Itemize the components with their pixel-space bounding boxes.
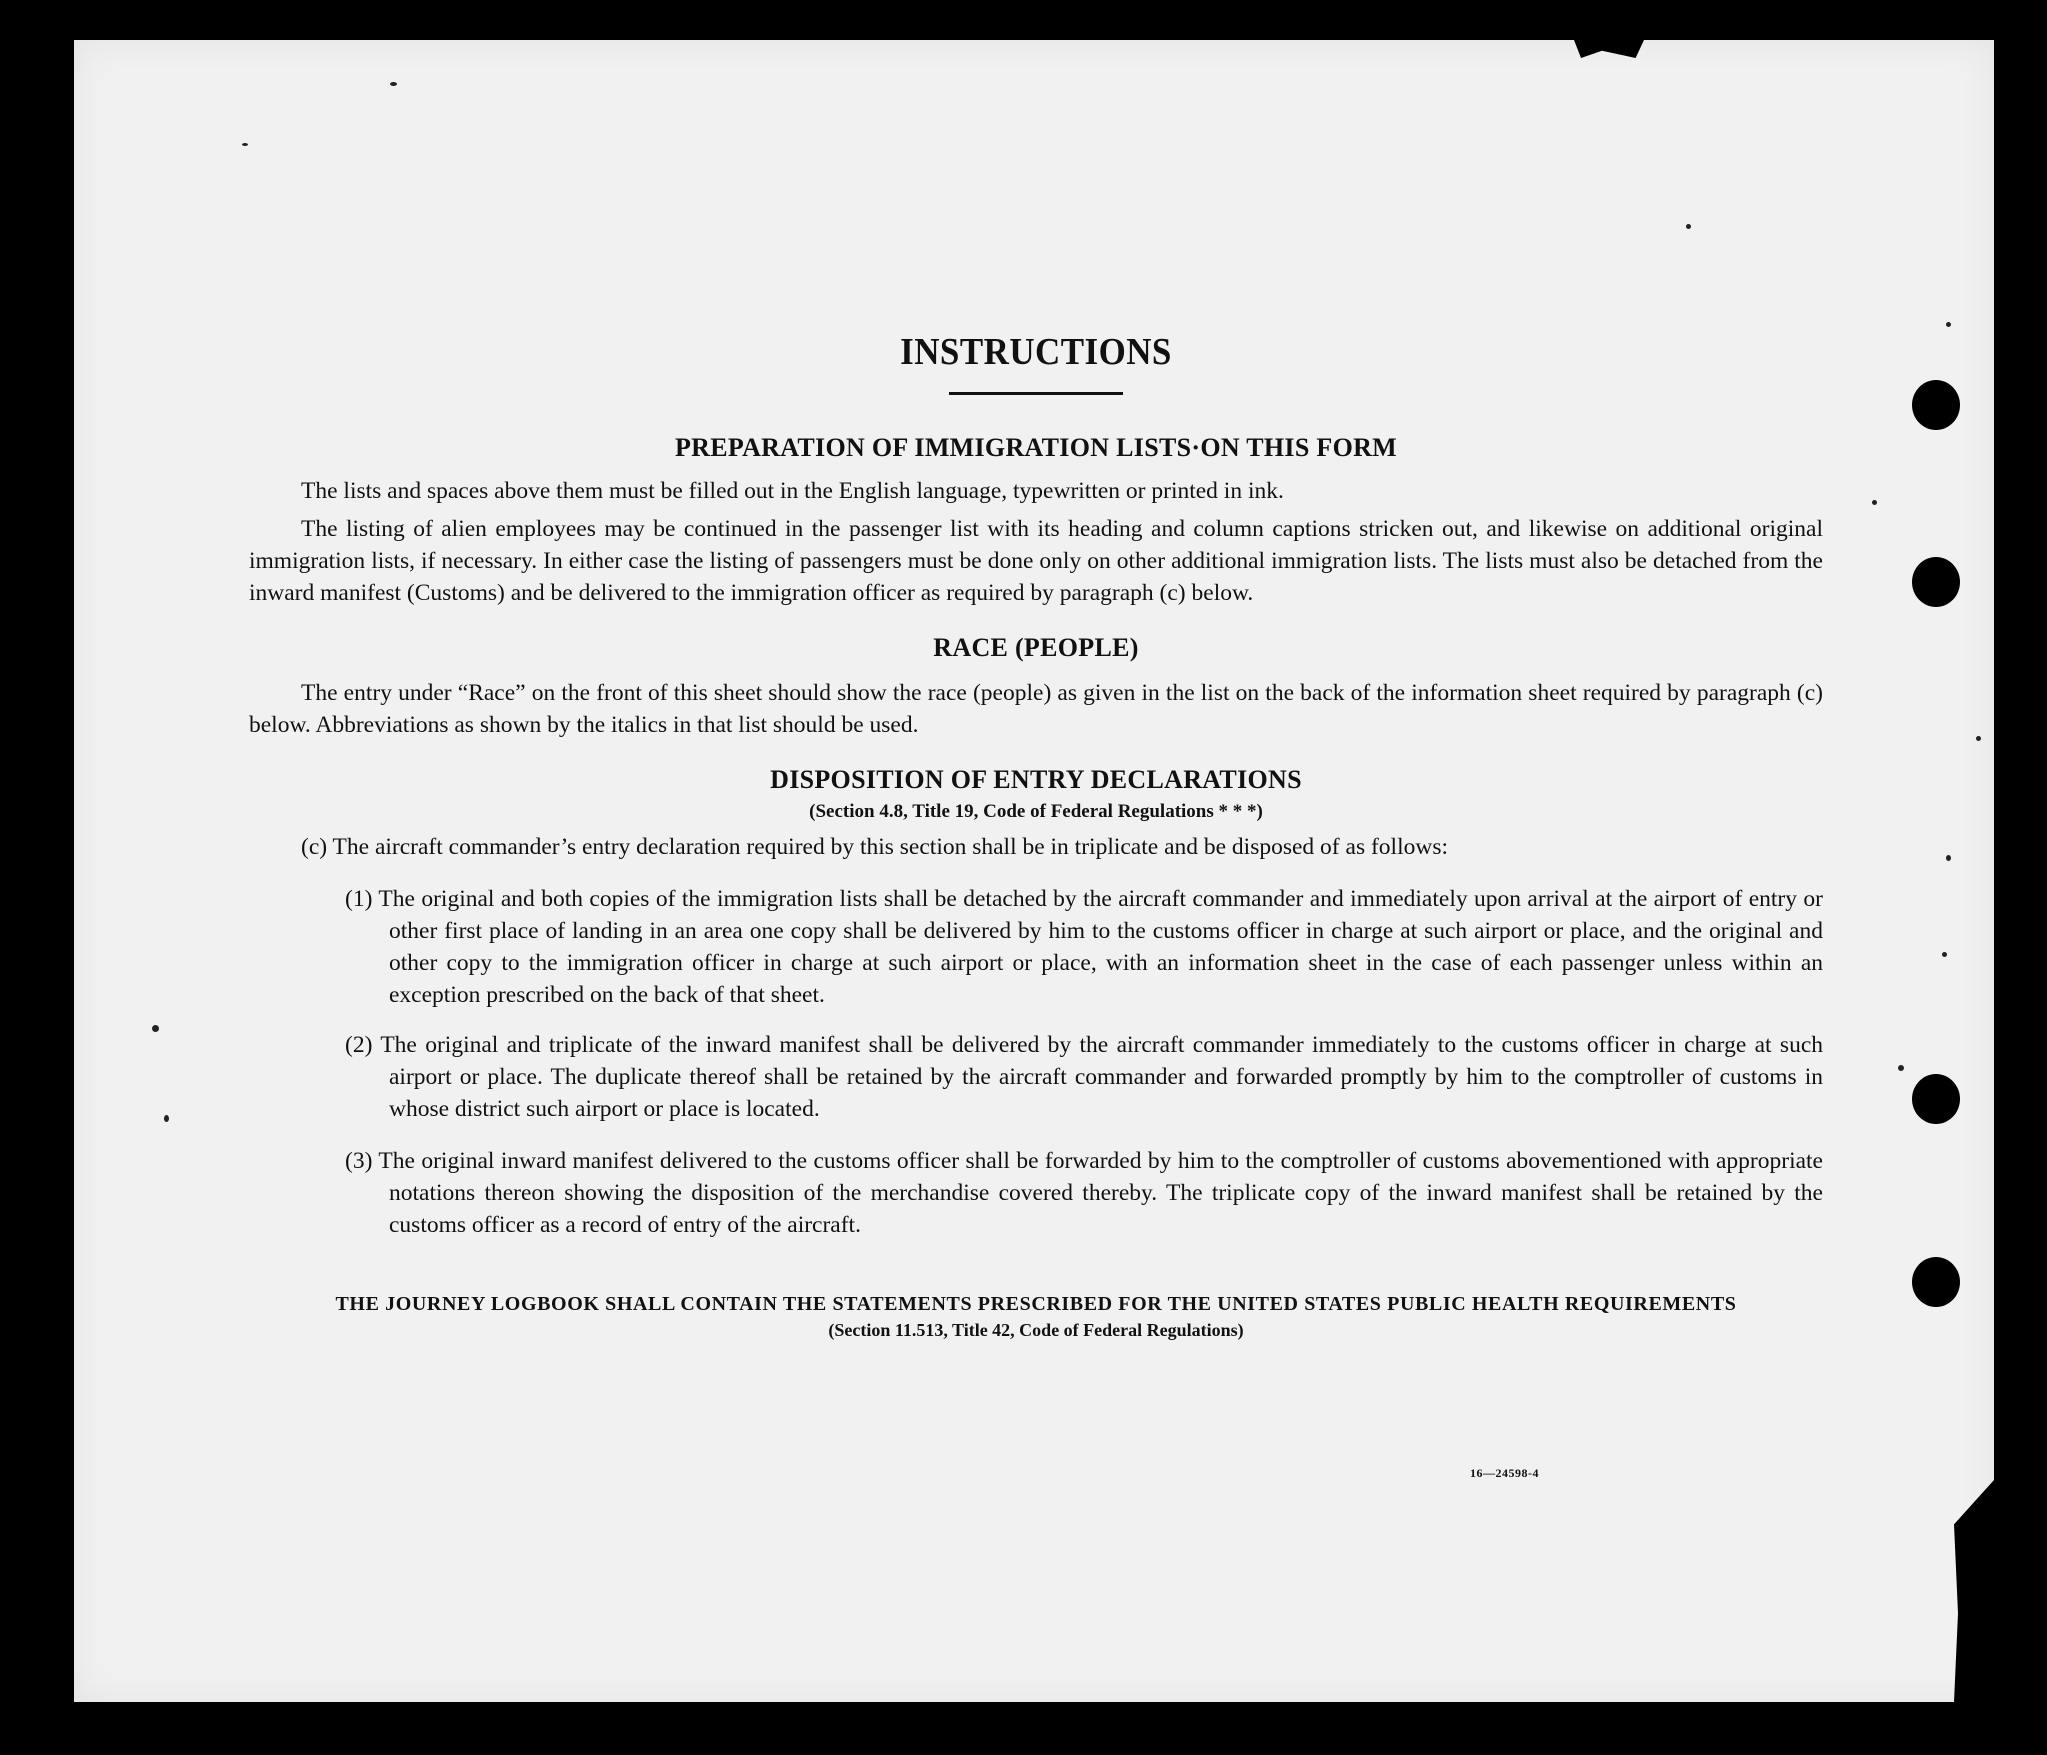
- list-item: (2) The original and triplicate of the inward manifest shall be delivered by the aircraft commander immediately to the customs officer in charge at such airport or place. The duplicate thereof shall be retained by the aircraft commander and forwarded promptly by him to the comptroller of customs in whose district such airport or place is located.: [345, 1032, 1823, 1122]
- paragraph: (c) The aircraft commander’s entry declaration required by this section shall be in triplicate and be disposed of as follows:: [301, 834, 1448, 860]
- footer-statement: THE JOURNEY LOGBOOK SHALL CONTAIN THE STATEMENTS PRESCRIBED FOR THE UNITED STATES PUBLIC HEALTH REQUIREMENTS: [335, 1293, 1737, 1315]
- speck: [1686, 224, 1691, 229]
- speck: [164, 1115, 169, 1122]
- page-title: INSTRUCTIONS: [900, 331, 1172, 373]
- section-subheading: (Section 4.8, Title 19, Code of Federal Regulations * * *): [809, 801, 1263, 822]
- speck: [242, 143, 248, 146]
- speck: [1946, 855, 1951, 861]
- speck: [1976, 736, 1981, 741]
- form-number: 16—24598-4: [1470, 1466, 1539, 1480]
- list-item: (3) The original inward manifest delivered to the customs officer shall be forwarded by him to the comptroller of customs abovementioned with appropriate notations thereon showing the disposition of the merchandise covered thereby. The triplicate copy of the inward manifest shall be retained by the customs officer as a record of entry of the aircraft.: [345, 1148, 1823, 1238]
- torn-edge-right: [1954, 1480, 1994, 1702]
- paragraph: The entry under “Race” on the front of this sheet should show the race (people) as given in the list on the back of the information sheet required by paragraph (c) below. Abbreviations as shown by the italics in that list should be used.: [249, 680, 1823, 738]
- punch-hole: [1912, 1074, 1960, 1124]
- title-underline: [949, 392, 1123, 395]
- section-heading-preparation: PREPARATION OF IMMIGRATION LISTS·ON THIS FORM: [674, 433, 1398, 462]
- document-page: [74, 40, 1994, 1702]
- speck: [1872, 500, 1877, 505]
- speck: [390, 82, 397, 86]
- list-item: (1) The original and both copies of the immigration lists shall be detached by the aircraft commander and immediately upon arrival at the airport of entry or other first place of landing in an area one copy shall be delivered by him to the customs officer in charge at such airport or place, and the original and other copy to the immigration officer in charge at such airport or place, with an information sheet in the case of each passenger unless within an exception prescribed on the back of that sheet.: [345, 886, 1823, 1008]
- instructions-content: [249, 330, 1823, 1341]
- punch-hole: [1912, 557, 1960, 607]
- speck: [1946, 322, 1951, 327]
- punch-hole: [1912, 1257, 1960, 1307]
- section-heading-race: RACE (PEOPLE): [933, 633, 1139, 662]
- section-heading-disposition: DISPOSITION OF ENTRY DECLARATIONS: [770, 765, 1302, 794]
- speck: [1898, 1065, 1904, 1071]
- speck: [152, 1025, 159, 1032]
- punch-hole: [1912, 380, 1960, 430]
- footer-citation: (Section 11.513, Title 42, Code of Federal Regulations): [828, 1320, 1244, 1340]
- paragraph: The lists and spaces above them must be filled out in the English language, typewritten or printed in ink.: [301, 478, 1284, 504]
- paragraph: The listing of alien employees may be continued in the passenger list with its heading and column captions stricken out, and likewise on additional original immigration lists, if necessary. In either case the listing of passengers must be done only on other additional immigration lists. The lists must also be detached from the inward manifest (Customs) and be delivered to the immigration officer as required by paragraph (c) below.: [249, 516, 1823, 606]
- speck: [1942, 952, 1947, 957]
- torn-edge-top: [1574, 40, 1644, 58]
